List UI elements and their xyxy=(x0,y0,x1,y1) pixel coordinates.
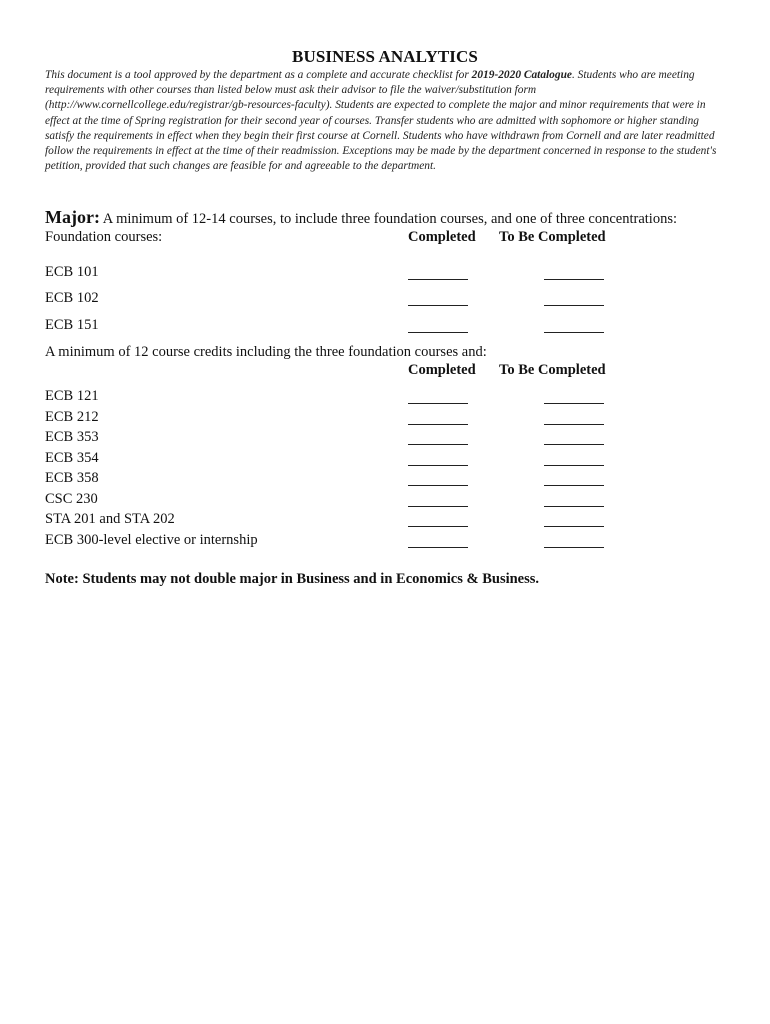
to-be-completed-blank[interactable] xyxy=(544,424,604,425)
completed-blank[interactable] xyxy=(408,526,468,527)
completed-blank[interactable] xyxy=(408,279,468,280)
to-be-completed-blank[interactable] xyxy=(544,332,604,333)
completed-blank[interactable] xyxy=(408,444,468,445)
to-be-completed-blank[interactable] xyxy=(544,526,604,527)
to-be-completed-blank[interactable] xyxy=(544,305,604,306)
course-sta-201-202: STA 201 and STA 202 xyxy=(45,511,175,527)
foundation-heading: Foundation courses: xyxy=(45,229,163,245)
to-be-completed-blank[interactable] xyxy=(544,403,604,404)
intro-text-1: This document is a tool approved by the department as a complete and accurate checklist for xyxy=(45,69,472,81)
course-ecb-121: ECB 121 xyxy=(45,388,99,404)
course-ecb-354: ECB 354 xyxy=(45,450,99,466)
completed-blank[interactable] xyxy=(408,485,468,486)
requirements-col-completed: Completed xyxy=(408,362,476,378)
to-be-completed-blank[interactable] xyxy=(544,279,604,280)
completed-blank[interactable] xyxy=(408,506,468,507)
to-be-completed-blank[interactable] xyxy=(544,506,604,507)
requirements-heading: A minimum of 12 course credits including the three foundation courses and: xyxy=(45,344,487,360)
completed-blank[interactable] xyxy=(408,403,468,404)
major-label: Major: xyxy=(45,207,100,227)
completed-blank[interactable] xyxy=(408,465,468,466)
to-be-completed-blank[interactable] xyxy=(544,444,604,445)
completed-blank[interactable] xyxy=(408,332,468,333)
course-ecb-358: ECB 358 xyxy=(45,470,99,486)
course-ecb-353: ECB 353 xyxy=(45,429,99,445)
foundation-col-completed: Completed xyxy=(408,229,476,245)
course-ecb-212: ECB 212 xyxy=(45,409,99,425)
completed-blank[interactable] xyxy=(408,547,468,548)
intro-text-2: . Students who are meeting requirements with other courses than listed below must ask their advisor to file the waiver/substitution form (http://www.cornellcollege.edu/registrar/gb-resources-faculty). Students are expected to complete the major and minor requirements that were in effect at the time of Spring registration for their second year of courses. Transfer students who are admitted with sophomore or higher standing satisfy the requirements in effect when they begin their first course at Cornell. Students who have withdrawn from Cornell and are later readmitted follow the requirements in effect at the time of their readmission. Exceptions may be made by the department concerned in response to the student's petition, provided that such changes are feasible for and agreeable to the department. xyxy=(45,69,717,173)
major-text: A minimum of 12-14 courses, to include three foundation courses, and one of three concentrations: xyxy=(99,211,678,227)
course-ecb-300-elective: ECB 300-level elective or internship xyxy=(45,532,258,548)
to-be-completed-blank[interactable] xyxy=(544,465,604,466)
to-be-completed-blank[interactable] xyxy=(544,485,604,486)
foundation-col-to-be-completed: To Be Completed xyxy=(499,229,606,245)
course-ecb-151: ECB 151 xyxy=(45,317,99,333)
requirements-col-to-be-completed: To Be Completed xyxy=(499,362,606,378)
catalogue-year: 2019-2020 Catalogue xyxy=(471,69,572,81)
document-title: BUSINESS ANALYTICS xyxy=(292,47,478,66)
completed-blank[interactable] xyxy=(408,424,468,425)
major-description xyxy=(45,207,677,228)
course-csc-230: CSC 230 xyxy=(45,491,98,507)
course-ecb-102: ECB 102 xyxy=(45,290,99,306)
double-major-note: Note: Students may not double major in Business and in Economics & Business. xyxy=(45,571,540,587)
course-ecb-101: ECB 101 xyxy=(45,264,99,280)
completed-blank[interactable] xyxy=(408,305,468,306)
intro-paragraph xyxy=(45,68,725,174)
to-be-completed-blank[interactable] xyxy=(544,547,604,548)
